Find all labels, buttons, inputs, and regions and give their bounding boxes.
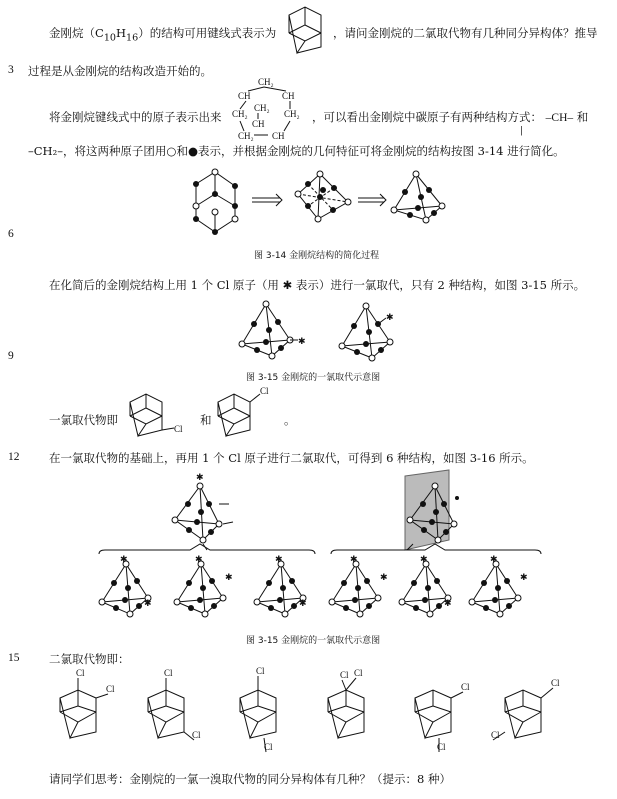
dichloro-adamantane xyxy=(60,668,115,738)
svg-text:✱: ✱ xyxy=(350,554,358,564)
adamantane-skeleton xyxy=(281,5,331,57)
mono-end: 。 xyxy=(284,413,296,427)
double-arrow-2 xyxy=(358,194,386,206)
svg-text:Cl: Cl xyxy=(164,668,173,678)
svg-text:Cl: Cl xyxy=(264,742,273,752)
svg-text:Cl: Cl xyxy=(461,682,470,692)
svg-text:CH₂: CH₂ xyxy=(258,77,274,87)
line-number: 6 xyxy=(8,228,14,240)
monochloro-product-2 xyxy=(212,388,282,444)
dichloro-diagram xyxy=(329,554,388,617)
dichloro-adamantane xyxy=(415,682,470,752)
svg-text:✱: ✱ xyxy=(195,554,203,564)
dichloro-adamantane xyxy=(148,668,201,740)
line-number: 3 xyxy=(8,64,14,76)
line-number: 12 xyxy=(8,451,20,463)
monochloro-product-1 xyxy=(124,392,204,442)
paragraph-1-cont: ，请问金刚烷的二氯取代物有几种同分异构体？推导 xyxy=(333,26,598,40)
svg-text:Cl: Cl xyxy=(491,730,500,740)
figure-3-15-caption: 图 3-15 金刚烷的一氯取代示意图 xyxy=(246,373,381,383)
svg-text:CH: CH xyxy=(282,91,295,101)
svg-text:✱: ✱ xyxy=(120,554,128,564)
dichloro-diagram xyxy=(399,554,452,617)
paragraph-2-cont: ，可以看出金刚烷中碳原子有两种结构方式： –CH– 和 xyxy=(312,110,589,124)
svg-text:✱: ✱ xyxy=(490,554,498,564)
cage-structure xyxy=(193,169,238,235)
bond-tick: | xyxy=(520,126,524,136)
figure-3-14 xyxy=(190,164,460,239)
dichloro-adamantane xyxy=(240,666,276,752)
tetrahedral-structure xyxy=(295,171,351,222)
svg-text:Cl: Cl xyxy=(260,386,269,396)
double-arrow-1 xyxy=(252,194,282,206)
dichloro-diagram xyxy=(174,554,233,617)
figure-3-16-caption: 图 3-15 金刚烷的一氯取代示意图 xyxy=(246,636,381,646)
svg-text:Cl: Cl xyxy=(437,742,446,752)
svg-text:Cl: Cl xyxy=(76,668,85,678)
svg-text:✱: ✱ xyxy=(144,598,152,608)
svg-text:✱: ✱ xyxy=(225,572,233,582)
question-text: 请同学们思考：金刚烷的一氯一溴取代物的同分异构体有几种？（提示：8 种） xyxy=(49,772,451,786)
simplified-tetrahedron xyxy=(391,171,445,223)
adamantane-structure-formula xyxy=(228,77,308,143)
mono-lead-text: 一氯取代物即 xyxy=(49,413,118,427)
mono-and-text: 和 xyxy=(200,413,212,427)
svg-text:✱: ✱ xyxy=(444,598,452,608)
paragraph-1-line2: 过程是从金刚烷的结构改造开始的。 xyxy=(28,64,212,78)
dichloro-diagram xyxy=(254,554,307,617)
paragraph-3: 在化简后的金刚烷结构上用 1 个 Cl 原子（用 ✱ 表示）进行一氯取代，只有 2 种结构，如图 3-15 所示。 xyxy=(49,278,586,292)
dichloro-adamantane xyxy=(328,668,364,738)
svg-text:✱: ✱ xyxy=(386,312,394,322)
svg-text:CH₂: CH₂ xyxy=(238,131,254,141)
dichloro-products xyxy=(54,666,594,765)
figure-3-15-mono xyxy=(236,296,394,364)
svg-text:Cl: Cl xyxy=(192,730,201,740)
svg-text:Cl: Cl xyxy=(551,678,560,688)
svg-text:CH₂: CH₂ xyxy=(254,103,270,113)
svg-text:Cl: Cl xyxy=(340,670,349,680)
paragraph-1: 金刚烷$(C_{10}H_{16})$的结构可用键线式表示为 xyxy=(49,26,277,44)
parent-left xyxy=(172,472,233,550)
paragraph-2-line2: –CH₂–，将这两种原子团用○和●表示，并根据金刚烷的几何特征可将金刚烷的结构按图 3-14 进行简化。 xyxy=(28,144,565,158)
di-structures-row xyxy=(99,554,528,617)
svg-text:CH₂: CH₂ xyxy=(232,109,248,119)
mono-structure-1 xyxy=(239,301,306,359)
svg-text:✱: ✱ xyxy=(196,472,204,482)
di-lead-text: 二氯取代物即： xyxy=(49,652,130,666)
svg-text:CH: CH xyxy=(272,131,285,141)
svg-text:✱: ✱ xyxy=(520,572,528,582)
svg-text:✱: ✱ xyxy=(299,598,307,608)
svg-text:✱: ✱ xyxy=(298,336,306,346)
figure-3-14-caption: 图 3-14 金刚烷结构的简化过程 xyxy=(254,251,380,261)
svg-text:✱: ✱ xyxy=(275,554,283,564)
line-number: 15 xyxy=(8,652,20,664)
dichloro-diagram xyxy=(469,554,528,617)
svg-text:CH₂: CH₂ xyxy=(284,109,300,119)
paragraph-2: 将金刚烷键线式中的原子表示出来 xyxy=(49,110,222,124)
svg-text:CH: CH xyxy=(252,119,265,129)
svg-text:Cl: Cl xyxy=(106,684,115,694)
line-number: 9 xyxy=(8,350,14,362)
mono-structure-2 xyxy=(339,303,394,361)
svg-text:Cl: Cl xyxy=(174,424,183,434)
svg-text:✱: ✱ xyxy=(420,554,428,564)
dichloro-adamantane xyxy=(491,678,560,740)
paragraph-4: 在一氯取代物的基础上，再用 1 个 Cl 原子进行二氯取代，可得到 6 种结构，如图 3-16 所示。 xyxy=(49,451,534,465)
figure-3-16 xyxy=(95,470,545,620)
svg-text:Cl: Cl xyxy=(354,668,363,678)
svg-text:CH: CH xyxy=(238,91,251,101)
svg-text:✱: ✱ xyxy=(380,572,388,582)
svg-text:Cl: Cl xyxy=(256,666,265,676)
dichloro-diagram xyxy=(99,554,152,617)
parent-right xyxy=(405,470,459,550)
